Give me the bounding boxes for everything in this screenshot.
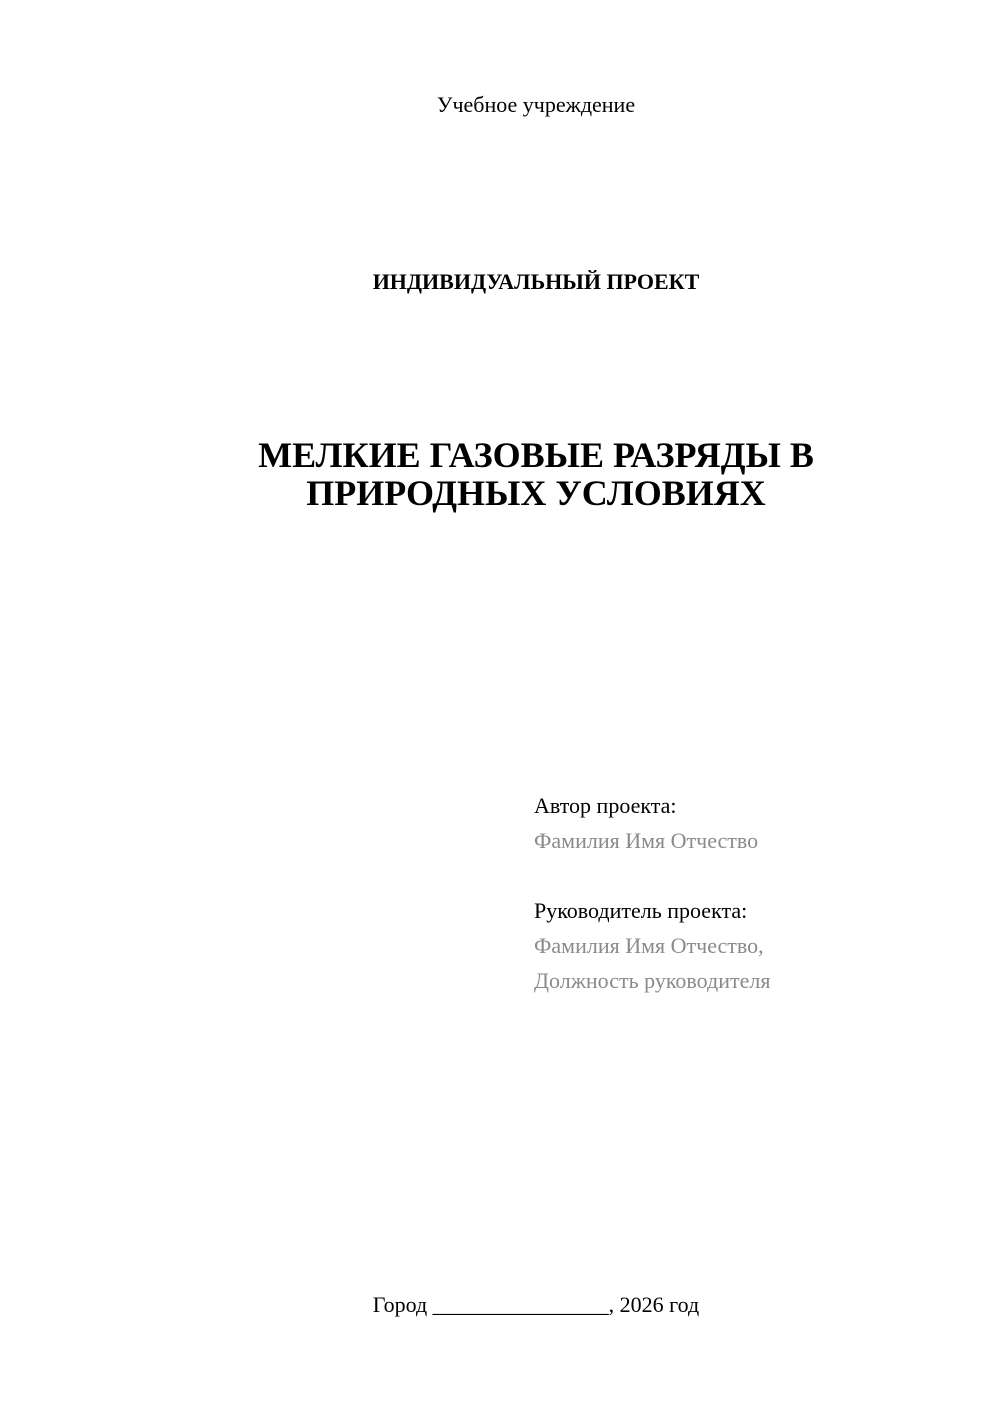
title-line-2: ПРИРОДНЫХ УСЛОВИЯХ	[306, 473, 766, 513]
spacer	[534, 858, 954, 893]
document-title	[0, 436, 1000, 512]
document-type: ИНДИВИДУАЛЬНЫЙ ПРОЕКТ	[372, 269, 700, 294]
city-year-footer: Город ________________, 2026 год	[372, 1292, 700, 1317]
institution-name: Учебное учреждение	[436, 92, 636, 117]
supervisor-position: Должность руководителя	[534, 968, 771, 993]
supervisor-name: Фамилия Имя Отчество,	[534, 933, 764, 958]
author-info-block	[534, 788, 954, 998]
title-line-1: МЕЛКИЕ ГАЗОВЫЕ РАЗРЯДЫ В	[258, 435, 814, 475]
supervisor-label: Руководитель проекта:	[534, 898, 748, 923]
author-label: Автор проекта:	[534, 793, 677, 818]
author-name: Фамилия Имя Отчество	[534, 828, 759, 853]
